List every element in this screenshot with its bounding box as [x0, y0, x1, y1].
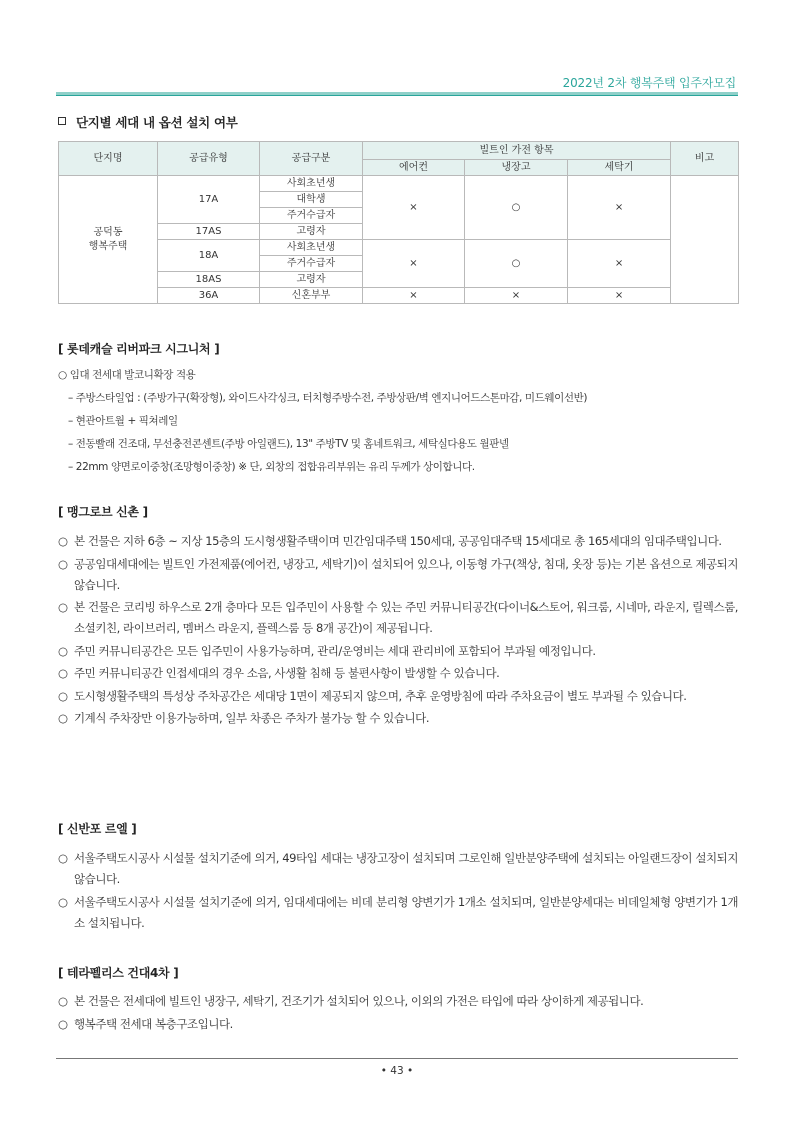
- header-builtin-group: 빌트인 가전 항목: [363, 142, 671, 160]
- lotte-sub-item: – 주방스타일업 : (주방가구(확장형), 와이드사각싱크, 터치형주방수전, 주방상판/벽 엔지니어드스톤마감, 미드웨이선반): [68, 392, 588, 404]
- circle-bullet-icon: ○: [58, 894, 68, 909]
- cell-washer: ×: [568, 240, 671, 288]
- lotte-sub-item: – 22mm 양면로이중창(조망형이중창) ※ 단, 외창의 접합유리부위는 유리 두께가 상이합니다.: [68, 461, 475, 473]
- page-header-title: 2022년 2차 행복주택 입주자모집: [562, 76, 736, 90]
- sinbanpo-list: [58, 848, 738, 934]
- terrapalace-list: [58, 991, 738, 1035]
- list-item-text: 서울주택도시공사 시설물 설치기준에 의거, 임대세대에는 비데 분리형 양변기가 1개소 설치되며, 일반분양세대는 비데일체형 양변기가 1개소 설치됩니다.: [74, 894, 738, 930]
- cell-fridge: ○: [465, 176, 568, 240]
- cell-class: 고령자: [260, 224, 363, 240]
- cell-class: 사회초년생: [260, 176, 363, 192]
- list-item: [58, 554, 738, 596]
- list-item-text: 본 건물은 코리빙 하우스로 2개 층마다 모든 입주민이 사용할 수 있는 주민 커뮤니티공간(다이너&스토어, 워크룸, 시네마, 라운지, 릴렉스룸, 소셜키친, 라이브러리, 멤버스 라운지, 플렉스룸 등 8개 공간)이 제공됩니다.: [74, 600, 738, 635]
- list-item: [58, 848, 738, 890]
- cell-washer: ×: [568, 288, 671, 304]
- list-item: [58, 663, 738, 684]
- cell-class: 사회초년생: [260, 240, 363, 256]
- list-item-text: 본 건물은 지하 6층 ~ 지상 15층의 도시형생활주택이며 민간임대주택 150세대, 공공임대주택 15세대로 총 165세대의 임대주택입니다.: [74, 534, 722, 548]
- mangrove-list: [58, 531, 738, 729]
- terrapalace-title: [ 테라펠리스 건대4차 ]: [58, 966, 179, 980]
- square-bullet-icon: [58, 117, 66, 125]
- list-item: [58, 531, 738, 552]
- lotte-sub-item: – 현관아트월 + 픽쳐레일: [68, 415, 178, 427]
- header-complex: 단지명: [59, 142, 158, 176]
- page-number: • 43 •: [380, 1065, 414, 1077]
- header-aircon: 에어컨: [363, 160, 465, 176]
- mangrove-title: [ 맹그로브 신촌 ]: [58, 505, 148, 519]
- header-supply-class: 공급구분: [260, 142, 363, 176]
- cell-class: 신혼부부: [260, 288, 363, 304]
- option-section-heading: [58, 113, 238, 131]
- header-washer: 세탁기: [568, 160, 671, 176]
- lotte-item: ○ 임대 전세대 발코니확장 적용: [58, 369, 196, 381]
- circle-bullet-icon: ○: [58, 711, 68, 725]
- cell-aircon: ×: [363, 288, 465, 304]
- complex-name-line1: 공덕동: [93, 226, 123, 238]
- cell-class: 주거수급자: [260, 208, 363, 224]
- circle-bullet-icon: ○: [58, 556, 68, 571]
- lotte-sub-item: – 전동빨래 건조대, 무선충전콘센트(주방 아일랜드), 13" 주방TV 및 홈네트워크, 세탁실다용도 월판넬: [68, 438, 509, 450]
- list-item-text: 행복주택 전세대 복층구조입니다.: [74, 1016, 233, 1031]
- option-section-title: 단지별 세대 내 옵션 설치 여부: [76, 115, 238, 130]
- list-item: [58, 641, 738, 662]
- list-item: [58, 991, 738, 1012]
- cell-fridge: ○: [465, 240, 568, 288]
- circle-bullet-icon: ○: [58, 1016, 68, 1031]
- cell-type: 18A: [158, 240, 260, 272]
- cell-class: 주거수급자: [260, 256, 363, 272]
- list-item-text: 주민 커뮤니티공간은 모든 입주민이 사용가능하며, 관리/운영비는 세대 관리비에 포함되어 부과될 예정입니다.: [74, 643, 596, 658]
- lotte-list: [58, 366, 738, 481]
- header-divider: [56, 92, 738, 96]
- mangrove-section: [58, 503, 738, 731]
- complex-name-line2: 행복주택: [88, 240, 128, 252]
- cell-class: 고령자: [260, 272, 363, 288]
- circle-bullet-icon: ○: [58, 688, 68, 703]
- cell-class: 대학생: [260, 192, 363, 208]
- option-table: [58, 141, 739, 304]
- cell-aircon: ×: [363, 176, 465, 240]
- list-item-text: 본 건물은 전세대에 빌트인 냉장구, 세탁기, 건조기가 설치되어 있으나, 이외의 가전은 타입에 따라 상이하게 제공됩니다.: [74, 994, 644, 1008]
- cell-aircon: ×: [363, 240, 465, 288]
- list-item-text: 기계식 주차장만 이용가능하며, 일부 차종은 주차가 불가능 할 수 있습니다.: [74, 711, 430, 725]
- cell-remarks: [671, 176, 739, 304]
- list-item: [58, 892, 738, 934]
- terrapalace-section: [58, 964, 738, 1036]
- cell-type: 36A: [158, 288, 260, 304]
- header-fridge: 냉장고: [465, 160, 568, 176]
- header-supply-type: 공급유형: [158, 142, 260, 176]
- lotte-section: [58, 340, 738, 481]
- circle-bullet-icon: ○: [58, 534, 68, 548]
- header-remarks: 비고: [671, 142, 739, 176]
- footer-divider: [56, 1058, 738, 1059]
- list-item: [58, 686, 738, 707]
- lotte-title: [ 롯데캐슬 리버파크 시그니처 ]: [58, 342, 220, 356]
- cell-complex: [59, 176, 158, 304]
- list-item-text: 도시형생활주택의 특성상 주차공간은 세대당 1면이 제공되지 않으며, 추후 운영방침에 따라 주차요금이 별도 부과될 수 있습니다.: [74, 688, 687, 703]
- list-item-text: 공공임대세대에는 빌트인 가전제품(에어컨, 냉장고, 세탁기)이 설치되어 있으나, 이동형 가구(책상, 침대, 옷장 등)는 기본 옵션으로 제공되지 않습니다.: [74, 556, 738, 592]
- cell-type: 17A: [158, 176, 260, 224]
- list-item-text: 서울주택도시공사 시설물 설치기준에 의거, 49타입 세대는 냉장고장이 설치되며 그로인해 일반분양주택에 설치되는 아일랜드장이 설치되지 않습니다.: [74, 851, 738, 886]
- list-item: [58, 708, 738, 729]
- cell-type: 17AS: [158, 224, 260, 240]
- circle-bullet-icon: ○: [58, 994, 68, 1008]
- cell-type: 18AS: [158, 272, 260, 288]
- circle-bullet-icon: ○: [58, 643, 68, 658]
- sinbanpo-section: [58, 820, 738, 935]
- list-item-text: 주민 커뮤니티공간 인접세대의 경우 소음, 사생활 침해 등 불편사항이 발생할 수 있습니다.: [74, 666, 500, 680]
- circle-bullet-icon: ○: [58, 851, 68, 865]
- list-item: [58, 597, 738, 639]
- cell-washer: ×: [568, 176, 671, 240]
- sinbanpo-title: [ 신반포 르엘 ]: [58, 822, 137, 836]
- circle-bullet-icon: ○: [58, 666, 68, 680]
- list-item: [58, 1014, 738, 1035]
- cell-fridge: ×: [465, 288, 568, 304]
- circle-bullet-icon: ○: [58, 600, 68, 614]
